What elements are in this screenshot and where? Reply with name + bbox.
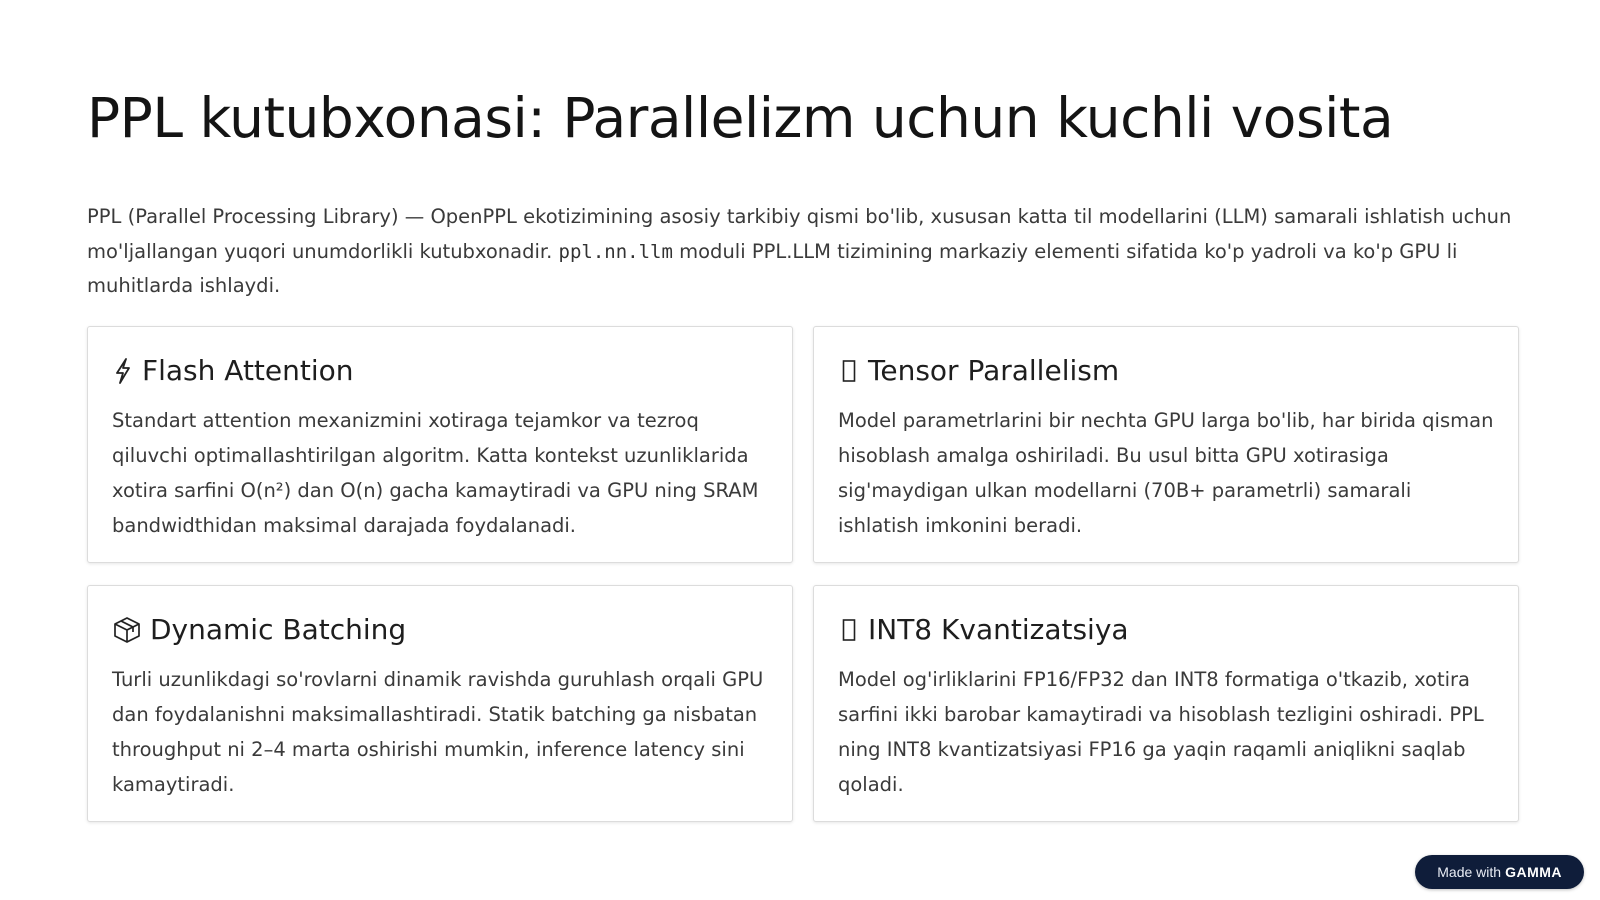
gamma-logo: GAMMA xyxy=(1505,864,1562,880)
feature-card-dynamic-batching xyxy=(87,585,793,822)
intro-text-start: PPL (Parallel Processing Library) — OpenPPL ekotizimining asosiy tarkibiy qismi bo'lib, xususan katta til modellarini (LLM) samarali ishlatish uchun mo'ljallangan yuqori unumdorlikli kutubxonadir. xyxy=(87,205,1512,263)
card-title: Tensor Parallelism xyxy=(868,354,1120,387)
feature-card-tensor-parallelism xyxy=(813,326,1519,563)
intro-paragraph xyxy=(87,200,1517,304)
package-icon xyxy=(112,615,142,645)
card-body: Model og'irliklarini FP16/FP32 dan INT8 formatiga o'tkazib, xotira sarfini ikki barobar kamaytiradi va hisoblash tezligini oshiradi. PPL ning INT8 kvantizatsiyasi FP16 ga yaqin raqamli aniqlikni saqlab qoladi. xyxy=(838,668,1484,796)
card-title: INT8 Kvantizatsiya xyxy=(868,613,1129,646)
missing-glyph-icon xyxy=(838,356,860,386)
card-body: Standart attention mexanizmini xotiraga tejamkor va tezroq qiluvchi optimallashtirilgan algoritm. Katta kontekst uzunliklarida xotira sarfini O(n²) dan O(n) gacha kamaytiradi va GPU ning SRAM bandwidthidan maksimal darajada foydalanadi. xyxy=(112,409,759,537)
feature-card-int8-kvantizatsiya xyxy=(813,585,1519,822)
slide xyxy=(87,0,1519,900)
card-header xyxy=(112,351,768,391)
card-title: Flash Attention xyxy=(142,354,354,387)
missing-glyph-icon xyxy=(838,615,860,645)
feature-grid xyxy=(87,326,1519,822)
intro-text-end: moduli PPL.LLM tizimining markaziy elementi sifatida ko'p yadroli va ko'p GPU li muhitlarda ishlaydi. xyxy=(87,239,1458,297)
card-header xyxy=(112,610,768,650)
made-with-gamma-badge[interactable] xyxy=(1415,855,1584,889)
card-body: Turli uzunlikdagi so'rovlarni dinamik ravishda guruhlash orqali GPU dan foydalanishni maksimallashtiradi. Statik batching ga nisbatan throughput ni 2–4 marta oshirishi mumkin, inference latency sini kamaytiradi. xyxy=(112,668,764,796)
lightning-icon xyxy=(112,356,134,386)
page-title: PPL kutubxonasi: Parallelizm uchun kuchli vosita xyxy=(87,86,1394,150)
card-body: Model parametrlarini bir nechta GPU larga bo'lib, har birida qisman hisoblash amalga oshiriladi. Bu usul bitta GPU xotirasiga sig'maydigan ulkan modellarni (70B+ parametrli) samarali ishlatish imkonini beradi. xyxy=(838,409,1494,537)
badge-prefix: Made with xyxy=(1437,864,1502,880)
card-header xyxy=(838,351,1494,391)
feature-card-flash-attention xyxy=(87,326,793,563)
intro-code: ppl.nn.llm xyxy=(558,240,673,263)
card-title: Dynamic Batching xyxy=(150,613,407,646)
card-header xyxy=(838,610,1494,650)
